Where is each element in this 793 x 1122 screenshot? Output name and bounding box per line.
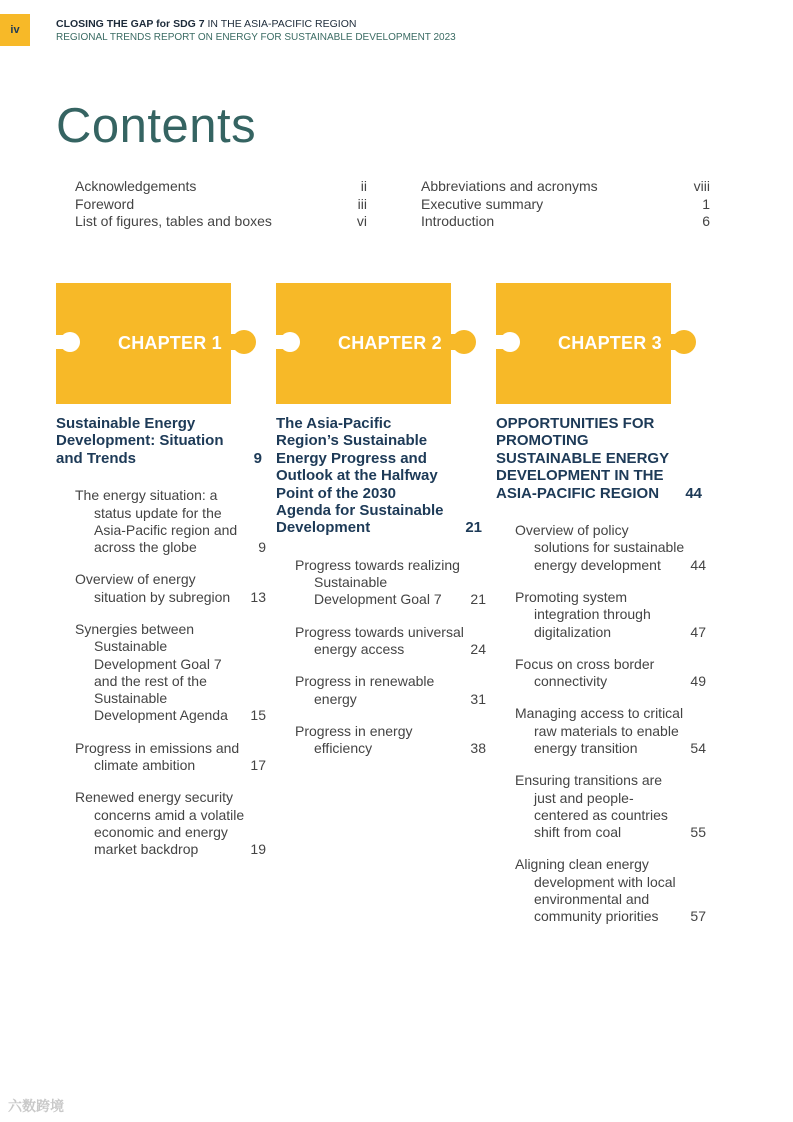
toc-section-text: Progress in emissions and climate ambition	[75, 739, 240, 774]
chapter-2-block	[276, 283, 486, 773]
chapter-3-page: 44	[685, 484, 702, 502]
watermark: 六数跨境	[8, 1098, 64, 1114]
toc-entry[interactable]	[421, 178, 710, 196]
toc-section[interactable]	[75, 740, 266, 775]
header-bold: CLOSING THE GAP for SDG 7	[56, 18, 205, 30]
chapter-3-label: CHAPTER 3	[558, 333, 662, 353]
toc-section[interactable]	[75, 487, 266, 556]
toc-section-page: 47	[690, 623, 706, 640]
toc-section-text: Overview of policy solutions for sustainable energy development	[515, 522, 685, 573]
toc-section-page: 38	[470, 740, 486, 757]
toc-section[interactable]	[515, 856, 706, 925]
toc-section-text: Progress towards realizing Sustainable Development Goal 7	[295, 556, 460, 608]
chapter-1-title: Sustainable Energy Development: Situation and Trends	[56, 415, 224, 467]
chapter-3-block	[496, 283, 706, 941]
chapter-1-title-row[interactable]	[56, 415, 262, 467]
toc-section[interactable]	[515, 589, 706, 641]
chapter-3-sections	[515, 522, 706, 926]
toc-section[interactable]	[295, 557, 486, 609]
toc-section-text: The energy situation: a status update for the Asia-Pacific region and across the globe	[75, 487, 238, 556]
toc-entry-label: Foreword	[75, 195, 135, 212]
chapter-3-title-row[interactable]	[496, 415, 702, 502]
toc-section[interactable]	[515, 772, 706, 841]
toc-section-page: 19	[250, 841, 266, 858]
toc-section-page: 49	[690, 673, 706, 690]
header-line-2: REGIONAL TRENDS REPORT ON ENERGY FOR SUSTAINABLE DEVELOPMENT 2023	[56, 32, 456, 43]
toc-section-text: Promoting system integration through digitalization	[515, 588, 651, 640]
toc-section[interactable]	[515, 656, 706, 691]
toc-entry-page: iii	[357, 195, 367, 212]
toc-entry[interactable]	[421, 196, 710, 214]
chapter-1-page: 9	[253, 449, 262, 467]
toc-entry[interactable]	[75, 213, 367, 231]
toc-section-page: 13	[250, 588, 266, 605]
toc-section-page: 31	[470, 690, 486, 707]
toc-section-page: 24	[470, 641, 486, 658]
front-matter-left	[75, 178, 367, 231]
toc-section-text: Renewed energy security concerns amid a volatile economic and energy market backdrop	[75, 789, 245, 858]
toc-section-text: Focus on cross border connectivity	[515, 655, 655, 690]
chapter-2-sections	[295, 557, 486, 758]
toc-entry-label: Executive summary	[421, 195, 544, 212]
toc-section[interactable]	[75, 789, 266, 858]
chapter-1-label: CHAPTER 1	[118, 333, 222, 353]
toc-section-page: 55	[690, 824, 706, 841]
toc-section-text: Progress towards universal energy access	[295, 623, 464, 658]
toc-entry-page: 1	[702, 195, 710, 212]
front-matter-right	[421, 178, 710, 231]
toc-entry-label: List of figures, tables and boxes	[75, 213, 272, 229]
header-rest: IN THE ASIA-PACIFIC REGION	[204, 18, 357, 30]
toc-section-page: 21	[470, 591, 486, 608]
toc-entry-label: Acknowledgements	[75, 178, 197, 194]
chapter-2-label: CHAPTER 2	[338, 333, 442, 353]
chapter-2-title-row[interactable]	[276, 415, 482, 537]
toc-section[interactable]	[515, 705, 706, 757]
toc-section[interactable]	[515, 522, 706, 574]
toc-section-page: 17	[250, 757, 266, 774]
toc-section-text: Managing access to critical raw materials to enable energy transition	[515, 705, 684, 756]
toc-section-text: Progress in energy efficiency	[295, 722, 413, 757]
toc-section-text: Overview of energy situation by subregion	[75, 571, 231, 605]
toc-entry-page: viii	[693, 178, 710, 194]
chapter-3-title: OPPORTUNITIES FOR PROMOTING SUSTAINABLE ENERGY DEVELOPMENT IN THE ASIA-PACIFIC REGION	[496, 415, 669, 502]
toc-entry[interactable]	[75, 196, 367, 214]
chapter-1-block	[56, 283, 266, 874]
page-title: Contents	[56, 99, 257, 153]
toc-section-page: 9	[258, 539, 266, 556]
chapter-3-puzzle-tile	[496, 283, 702, 404]
chapter-1-sections	[75, 487, 266, 858]
header-line-1	[56, 17, 456, 31]
toc-section-text: Aligning clean energy development with local environmental and community priorities	[515, 856, 676, 925]
toc-entry[interactable]	[421, 213, 710, 231]
toc-entry-page: 6	[702, 213, 710, 229]
toc-section-page: 54	[690, 740, 706, 756]
toc-section-text: Progress in renewable energy	[295, 673, 435, 707]
chapter-1-puzzle-tile	[56, 283, 262, 404]
toc-section-text: Synergies between Sustainable Development Goal 7 and the rest of the Sustainable Development Agenda	[75, 621, 228, 724]
page-number-badge	[0, 14, 30, 46]
chapter-2-puzzle-tile	[276, 283, 482, 404]
toc-section[interactable]	[295, 624, 486, 659]
toc-section-page: 15	[250, 707, 266, 724]
chapter-2-title: The Asia-Pacific Region’s Sustainable Energy Progress and Outlook at the Halfway Point of the 2030 Agenda for Sustainable Development	[276, 415, 444, 537]
toc-section-text: Ensuring transitions are just and people-centered as countries shift from coal	[515, 772, 668, 841]
toc-entry-page: vi	[356, 213, 367, 229]
toc-entry-label: Introduction	[421, 213, 495, 229]
toc-section-page: 44	[690, 556, 706, 573]
toc-section[interactable]	[75, 621, 266, 725]
chapter-2-page: 21	[465, 519, 482, 537]
toc-section[interactable]	[295, 723, 486, 758]
toc-section[interactable]	[75, 571, 266, 606]
toc-entry-page: ii	[360, 178, 367, 194]
toc-entry-label: Abbreviations and acronyms	[421, 178, 598, 194]
toc-section-page: 57	[690, 908, 706, 925]
running-header	[56, 17, 456, 45]
toc-section[interactable]	[295, 673, 486, 708]
toc-entry[interactable]	[75, 178, 367, 196]
page-number: iv	[10, 24, 20, 36]
